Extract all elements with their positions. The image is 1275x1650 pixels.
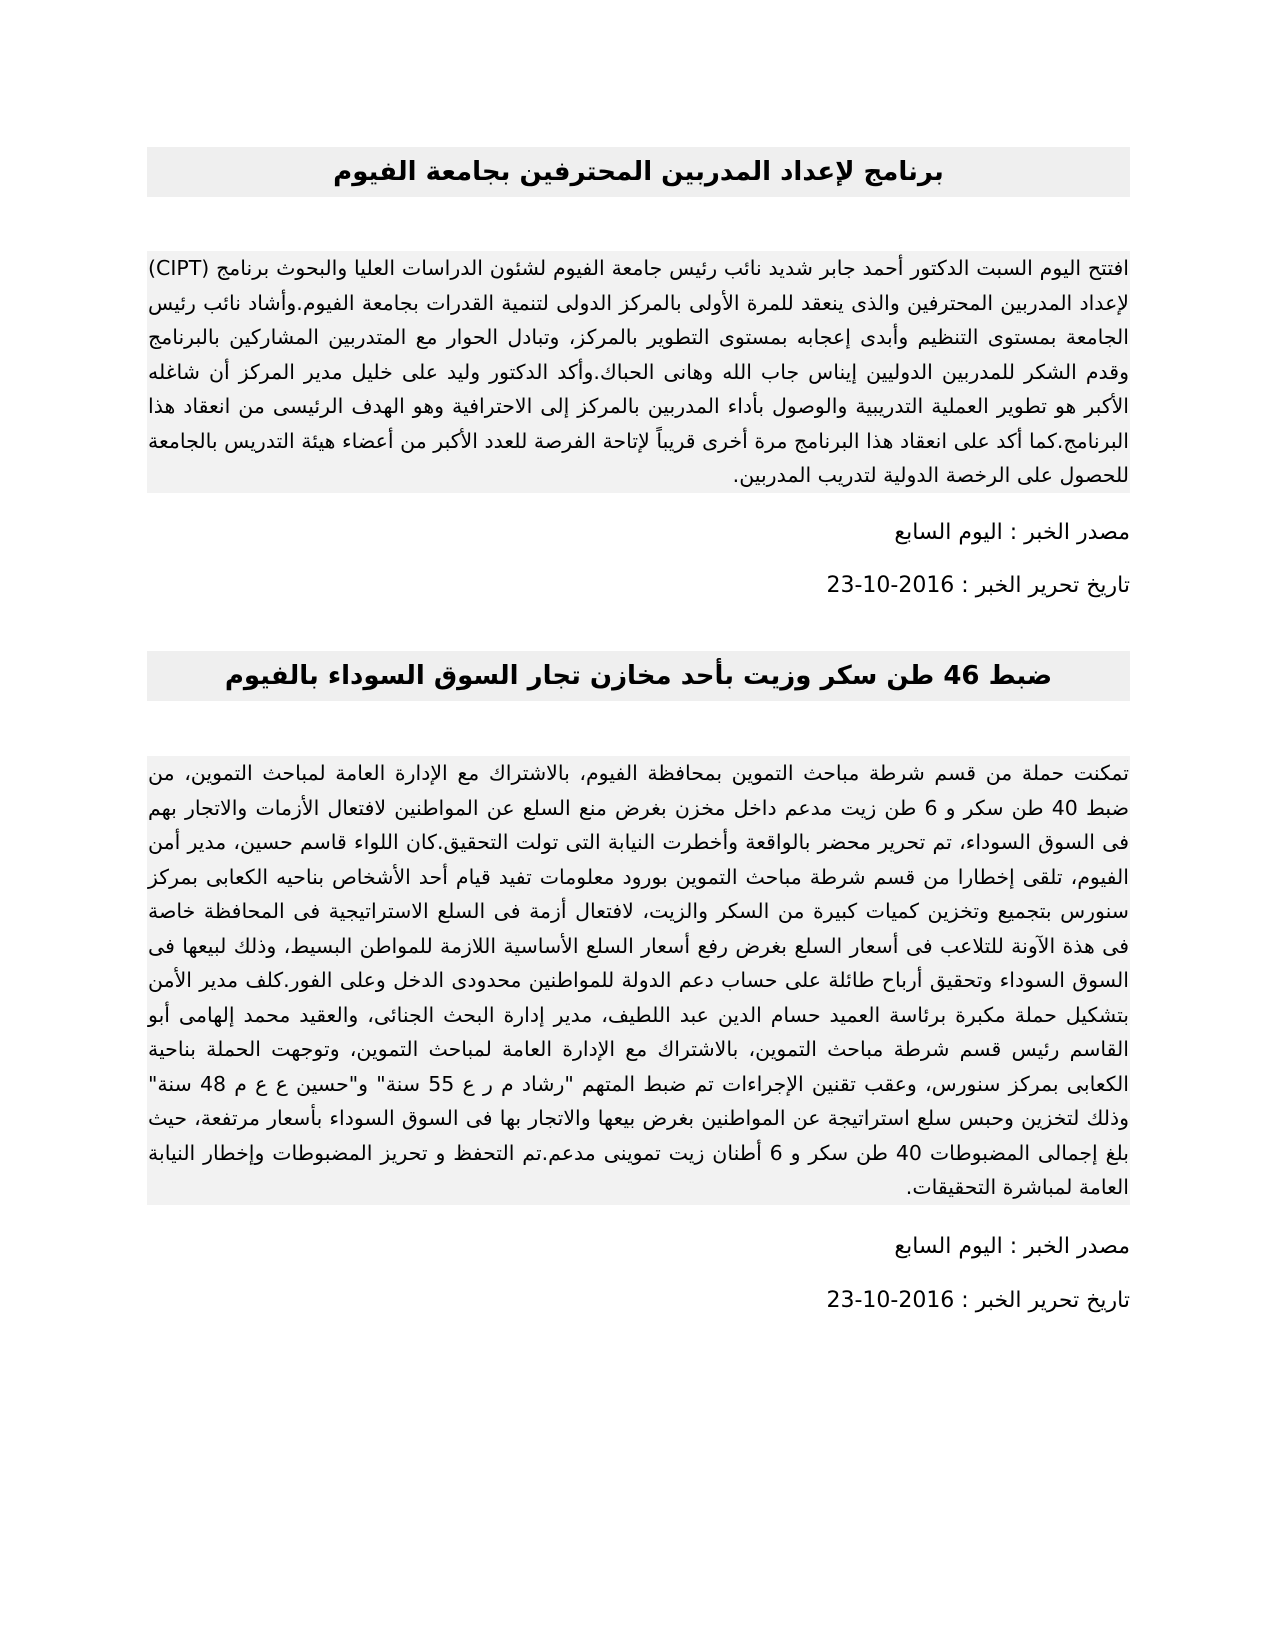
article-date — [826, 573, 1130, 598]
article-title: برنامج لإعداد المدربين المحترفين بجامعة الفيوم — [147, 147, 1130, 197]
article-date-label: تاريخ تحرير الخبر : — [954, 573, 1130, 598]
article-date-label: تاريخ تحرير الخبر : — [954, 1288, 1130, 1313]
article-body: تمكنت حملة من قسم شرطة مباحث التموين بمحافظة الفيوم، بالاشتراك مع الإدارة العامة لمباحث التموين، من ضبط 40 طن سكر و 6 طن زيت مدعم داخل مخزن بغرض منع السلع عن المواطنين لافتعال الأزمات والاتجار بهم فى السوق السوداء، تم تحرير محضر بالواقعة وأخطرت النيابة التى تولت التحقيق.كان اللواء قاسم حسين، مدير أمن الفيوم، تلقى إخطارا من قسم شرطة مباحث التموين بورود معلومات تفيد قيام أحد الأشخاص بناحيه الكعابى بمركز سنورس بتجميع وتخزين كميات كبيرة من السكر والزيت، لافتعال أزمة فى السلع الاستراتيجية فى المحافظة خاصة فى هذة الآونة للتلاعب فى أسعار السلع بغرض رفع أسعار السلع الأساسية اللازمة للمواطن البسيط، وذلك لبيعها فى السوق السوداء وتحقيق أرباح طائلة على حساب دعم الدولة للمواطنين محدودى الدخل وعلى الفور.كلف مدير الأمن بتشكيل حملة مكبرة برئاسة العميد حسام الدين عبد اللطيف، مدير إدارة البحث الجنائى، والعقيد محمد إلهامى أبو القاسم رئيس قسم شرطة مباحث التموين، بالاشتراك مع الإدارة العامة لمباحث التموين، وتوجهت الحملة بناحية الكعابى بمركز سنورس، وعقب تقنين الإجراءات تم ضبط المتهم "رشاد م ر ع 55 سنة" و"حسين ع ع م 48 سنة" وذلك لتخزين وحبس سلع استراتيجة عن المواطنين بغرض بيعها والاتجار بها فى السوق السوداء بأسعار مرتفعة، حيث بلغ إجمالى المضبوطات 40 طن سكر و 6 أطنان زيت تموينى مدعم.تم التحفظ و تحريز المضبوطات وإخطار النيابة العامة لمباشرة التحقيقات. — [147, 756, 1130, 1205]
article-date-value: 23-10-2016 — [826, 1288, 955, 1313]
article-date-value: 23-10-2016 — [826, 573, 955, 598]
article-title: ضبط 46 طن سكر وزيت بأحد مخازن تجار السوق السوداء بالفيوم — [147, 651, 1130, 701]
article-source: مصدر الخبر : اليوم السابع — [894, 520, 1130, 545]
article-body: افتتح اليوم السبت الدكتور أحمد جابر شديد نائب رئيس جامعة الفيوم لشئون الدراسات العليا والبحوث برنامج (CIPT) لإعداد المدربين المحترفين والذى ينعقد للمرة الأولى بالمركز الدولى لتنمية القدرات بجامعة الفيوم.وأشاد نائب رئيس الجامعة بمستوى التنظيم وأبدى إعجابه بمستوى التطوير بالمركز، وتبادل الحوار مع المتدربين المشاركين بالبرنامج وقدم الشكر للمدربين الدوليين إيناس جاب الله وهانى الحباك.وأكد الدكتور وليد على خليل مدير المركز أن شاغله الأكبر هو تطوير العملية التدريبية والوصول بأداء المدربين بالمركز إلى الاحترافية وهو الهدف الرئيسى من انعقاد هذا البرنامج.كما أكد على انعقاد هذا البرنامج مرة أخرى قريباً لإتاحة الفرصة للعدد الأكبر من أعضاء هيئة التدريس بالجامعة للحصول على الرخصة الدولية لتدريب المدربين. — [147, 251, 1130, 493]
article-source: مصدر الخبر : اليوم السابع — [894, 1234, 1130, 1259]
article-date — [826, 1288, 1130, 1313]
article-2 — [147, 651, 1130, 1331]
article-1 — [147, 147, 1130, 617]
